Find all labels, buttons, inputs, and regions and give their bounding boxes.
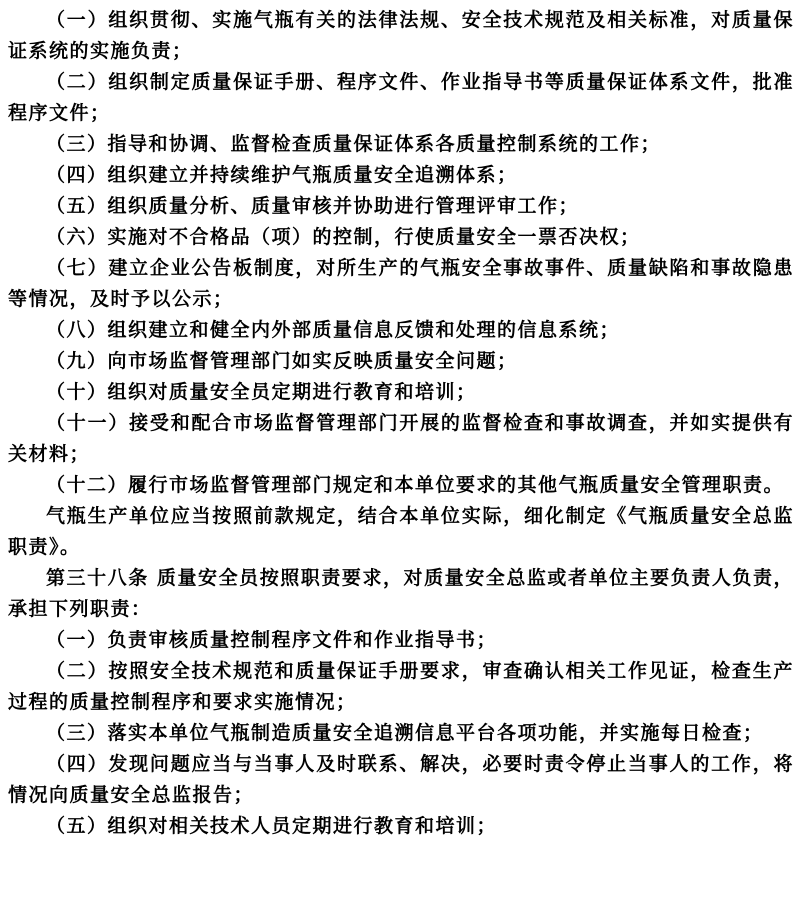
paragraph-4: （四）组织建立并持续维护气瓶质量安全追溯体系；: [46, 164, 518, 186]
article-38-paragraph: 第三十八条 质量安全员按照职责要求，对质量安全总监或者单位主要负责人负责，承担下列职责：: [8, 567, 794, 620]
paragraph-12: （十二）履行市场监督管理部门规定和本单位要求的其他气瓶质量安全管理职责。: [46, 474, 785, 496]
paragraph-7: （七）建立企业公告板制度，对所生产的气瓶安全事故事件、质量缺陷和事故隐患等情况，及时予以公示；: [8, 257, 794, 310]
paragraph-11: （十一）接受和配合市场监督管理部门开展的监督检查和事故调查，并如实提供有关材料；: [8, 412, 794, 465]
paragraph-3: （三）指导和协调、监督检查质量保证体系各质量控制系统的工作；: [46, 133, 662, 155]
paragraph-16: （二）按照安全技术规范和质量保证手册要求，审查确认相关工作见证，检查生产过程的质量控制程序和要求实施情况；: [8, 660, 794, 713]
paragraph-19: （五）组织对相关技术人员定期进行教育和培训；: [46, 815, 498, 837]
paragraph-9: （九）向市场监督管理部门如实反映质量安全问题；: [46, 350, 518, 372]
paragraph-1: （一）组织贯彻、实施气瓶有关的法律法规、安全技术规范及相关标准，对质量保证系统的实施负责；: [8, 9, 794, 62]
paragraph-13: 气瓶生产单位应当按照前款规定，结合本单位实际，细化制定《气瓶质量安全总监职责》。: [8, 505, 794, 558]
paragraph-15: （一）负责审核质量控制程序文件和作业指导书；: [46, 629, 498, 651]
paragraph-5: （五）组织质量分析、质量审核并协助进行管理评审工作；: [46, 195, 580, 217]
paragraph-2: （二）组织制定质量保证手册、程序文件、作业指导书等质量保证体系文件，批准程序文件；: [8, 71, 794, 124]
paragraph-10: （十）组织对质量安全员定期进行教育和培训；: [46, 381, 477, 403]
paragraph-17: （三）落实本单位气瓶制造质量安全追溯信息平台各项功能，并实施每日检查；: [46, 722, 764, 744]
paragraph-8: （八）组织建立和健全内外部质量信息反馈和处理的信息系统；: [46, 319, 621, 341]
paragraph-18: （四）发现问题应当与当事人及时联系、解决，必要时责令停止当事人的工作，将情况向质量安全总监报告；: [8, 753, 794, 806]
paragraph-6: （六）实施对不合格品（项）的控制，行使质量安全一票否决权；: [46, 226, 641, 248]
